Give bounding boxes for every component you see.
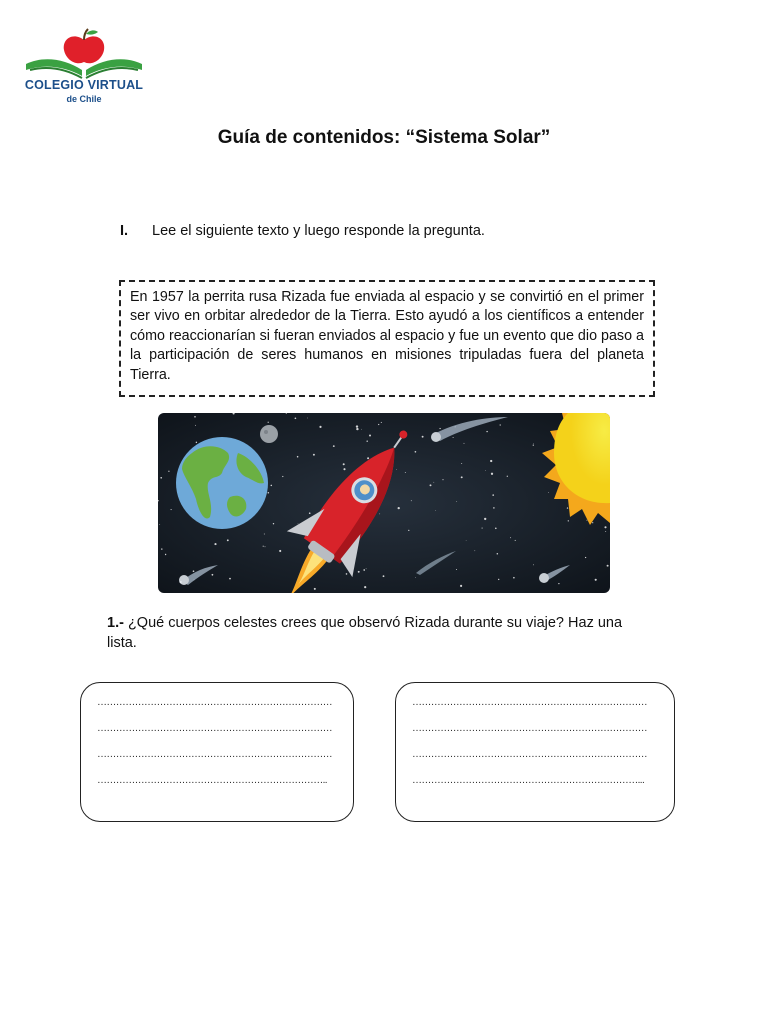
logo-text: COLEGIO VIRTUAL: [24, 78, 144, 92]
answer-line[interactable]: …………………………………………………………………: [97, 723, 333, 734]
star: [160, 477, 162, 479]
answer-box-right[interactable]: [395, 682, 675, 822]
star: [159, 524, 160, 525]
star: [343, 468, 345, 470]
star: [515, 540, 516, 541]
star: [411, 500, 412, 501]
logo-subtext: de Chile: [66, 94, 102, 104]
star: [533, 444, 534, 445]
star: [366, 440, 367, 441]
star: [415, 451, 417, 453]
star: [263, 546, 264, 547]
star: [500, 424, 501, 425]
star: [495, 528, 497, 530]
star: [346, 573, 348, 575]
star: [405, 472, 406, 473]
star: [408, 530, 409, 531]
moon-icon: [260, 425, 278, 443]
star: [456, 569, 457, 570]
star: [361, 429, 362, 430]
star: [474, 550, 475, 551]
star: [196, 442, 197, 443]
star: [568, 520, 569, 521]
section-instruction: [120, 223, 485, 239]
answer-line[interactable]: ………………………………………………………………...: [412, 775, 645, 786]
answer-box-left[interactable]: [80, 682, 354, 822]
star: [378, 424, 379, 425]
star: [214, 543, 216, 545]
star: [460, 585, 462, 587]
star: [383, 575, 385, 577]
answer-line[interactable]: …………………………………………………………………: [97, 697, 333, 708]
star: [485, 470, 486, 471]
star: [194, 416, 196, 418]
star: [313, 454, 315, 456]
star: [422, 436, 424, 438]
star: [227, 539, 229, 541]
answer-line[interactable]: …………………………………………………………………: [412, 749, 648, 760]
star: [333, 445, 335, 447]
question-number: 1.-: [107, 615, 124, 631]
star: [381, 422, 382, 423]
school-logo: [22, 26, 146, 112]
star: [161, 548, 162, 549]
star: [396, 469, 397, 470]
star: [461, 463, 462, 464]
star: [607, 565, 609, 567]
star: [464, 443, 465, 444]
answer-line[interactable]: …………………………………………………………………: [412, 697, 648, 708]
star: [273, 523, 274, 524]
star: [363, 569, 365, 571]
star: [171, 509, 172, 510]
star: [484, 518, 486, 520]
star: [366, 568, 367, 569]
star: [592, 522, 593, 523]
star: [548, 492, 549, 493]
star: [533, 564, 534, 565]
question-1: [107, 614, 647, 653]
answer-line[interactable]: …………………………………………………………………: [412, 723, 648, 734]
apple-book-icon: [22, 26, 146, 82]
answer-line[interactable]: …………………………………………………………………: [97, 749, 333, 760]
star: [433, 482, 434, 483]
star: [461, 476, 463, 478]
page-title: Guía de contenidos: “Sistema Solar”: [217, 127, 551, 148]
earth-icon: [176, 437, 268, 529]
star: [358, 571, 360, 573]
star: [498, 579, 499, 580]
star: [482, 528, 483, 529]
star: [212, 574, 214, 576]
star: [430, 484, 432, 486]
star: [466, 540, 467, 541]
star: [268, 422, 269, 423]
star: [533, 443, 534, 444]
star: [298, 523, 299, 524]
star: [307, 418, 308, 419]
star: [282, 476, 283, 477]
star: [168, 471, 169, 472]
star: [492, 494, 494, 496]
star: [265, 546, 266, 547]
star: [605, 531, 606, 532]
star: [604, 526, 606, 528]
star: [295, 417, 297, 419]
star: [491, 473, 493, 475]
star: [439, 428, 440, 429]
space-illustration: [158, 413, 610, 593]
star: [585, 557, 586, 558]
answer-line[interactable]: ………………………………………………………………..: [97, 775, 327, 786]
star: [398, 507, 400, 509]
star: [229, 578, 231, 580]
star: [297, 456, 299, 458]
reading-text-box: En 1957 la perrita rusa Rizada fue enviada al espacio y se convirtió en el primer ser vivo en orbitar alrededor de la Tierra. Esto ayudó a los científicos a entender cómo reaccionarían si fueran enviados al espacio y fue un evento que dio paso a la participación de seres humanos en misiones tripuladas fuera del planeta Tierra.: [119, 280, 655, 397]
star: [490, 460, 492, 462]
star: [279, 550, 281, 552]
star: [493, 507, 495, 509]
star: [195, 425, 196, 426]
star: [367, 457, 369, 459]
section-number: I.: [120, 223, 129, 239]
star: [271, 485, 273, 487]
star: [456, 501, 457, 502]
star: [356, 425, 358, 427]
star: [513, 577, 515, 579]
star: [595, 579, 597, 581]
star: [193, 570, 195, 572]
star: [586, 520, 587, 521]
star: [453, 437, 454, 438]
star: [497, 553, 499, 555]
star: [415, 577, 416, 578]
star: [319, 426, 321, 428]
instruction-text: Lee el siguiente texto y luego responde la pregunta.: [152, 223, 485, 239]
star: [379, 514, 380, 515]
star: [364, 586, 366, 588]
star: [268, 492, 270, 494]
question-text: ¿Qué cuerpos celestes crees que observó Rizada durante su viaje? Haz una lista.: [107, 615, 623, 651]
star: [165, 554, 166, 555]
star: [369, 434, 371, 436]
star: [567, 507, 568, 508]
star: [486, 431, 487, 432]
star: [356, 428, 358, 430]
star: [558, 583, 559, 584]
star: [264, 534, 265, 535]
star: [510, 537, 511, 538]
star: [507, 476, 508, 477]
star: [442, 479, 443, 480]
star: [309, 512, 311, 514]
star: [343, 463, 345, 465]
star: [435, 510, 436, 511]
star: [314, 588, 316, 590]
